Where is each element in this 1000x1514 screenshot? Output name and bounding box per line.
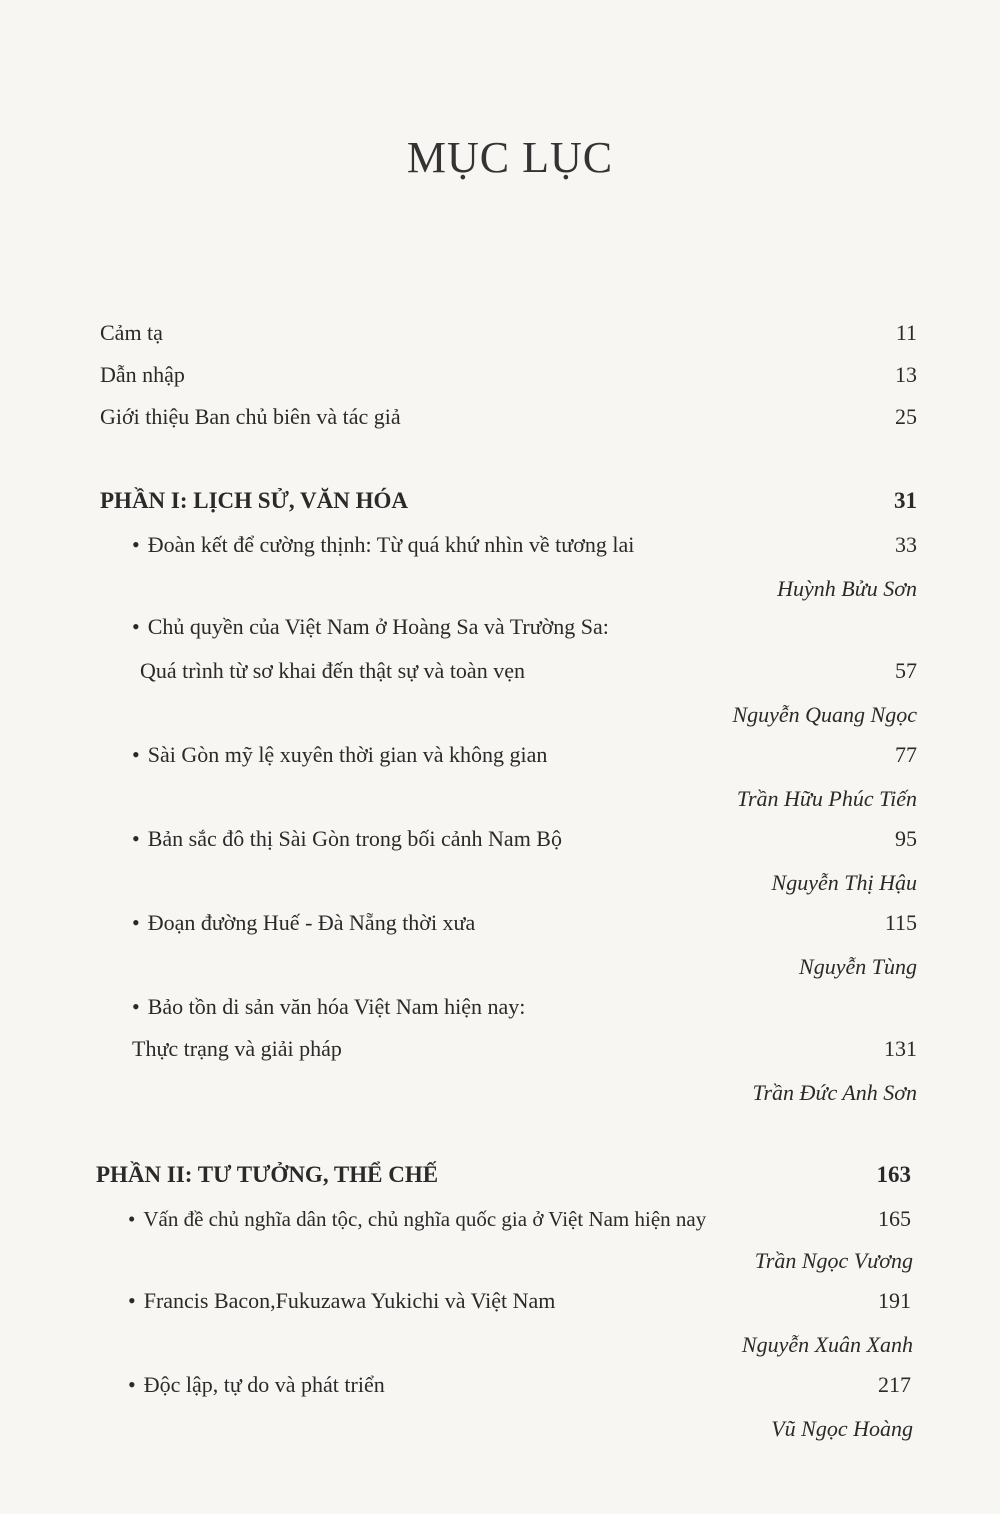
entry-title-line2: Thực trạng và giải pháp (132, 1036, 342, 1061)
part-title: PHẦN I: LỊCH SỬ, VĂN HÓA (100, 488, 408, 513)
author: Vũ Ngọc Hoàng (771, 1416, 913, 1441)
page-number: 25 (895, 404, 917, 429)
page-number: 217 (878, 1372, 911, 1397)
bullet: • (128, 1207, 136, 1231)
bullet: • (132, 826, 140, 851)
author: Nguyễn Quang Ngọc (732, 702, 917, 727)
part-heading (96, 1162, 911, 1196)
page-number: 131 (884, 1036, 917, 1061)
entry-title: • Độc lập, tự do và phát triển (128, 1372, 385, 1397)
entry-title: • Sài Gòn mỹ lệ xuyên thời gian và không gian (132, 742, 548, 767)
author: Nguyễn Xuân Xanh (741, 1332, 913, 1357)
entry-title: Cảm tạ (100, 320, 163, 345)
toc-entry (132, 614, 917, 648)
toc-entry (132, 994, 917, 1028)
page-number: 95 (895, 826, 917, 851)
bullet: • (132, 994, 140, 1019)
page-number: 191 (878, 1288, 911, 1313)
toc-entry (100, 404, 917, 438)
entry-title: • Bản sắc đô thị Sài Gòn trong bối cảnh Nam Bộ (132, 826, 562, 851)
page-number: 165 (878, 1206, 911, 1231)
part-title: PHẦN II: TƯ TƯỞNG, THỂ CHẾ (96, 1162, 439, 1187)
entry-title: • Đoàn kết để cường thịnh: Từ quá khứ nhìn về tương lai (132, 532, 635, 557)
bullet: • (132, 910, 140, 935)
entry-title: • Bảo tồn di sản văn hóa Việt Nam hiện nay: (132, 994, 526, 1019)
toc-entry (100, 362, 917, 396)
page-number: 13 (895, 362, 917, 387)
bullet: • (132, 614, 140, 639)
entry-title: • Chủ quyền của Việt Nam ở Hoàng Sa và Trường Sa: (132, 614, 609, 639)
entry-title: • Đoạn đường Huế - Đà Nẵng thời xưa (132, 910, 476, 935)
toc-entry (128, 1372, 911, 1406)
page-number: 31 (894, 488, 917, 513)
author: Trần Ngọc Vương (754, 1248, 913, 1273)
page-number: 77 (895, 742, 917, 767)
toc-entry-continuation (132, 1036, 917, 1070)
part-heading (100, 488, 917, 522)
entry-title: Giới thiệu Ban chủ biên và tác giả (100, 404, 401, 429)
entry-title: Dẫn nhập (100, 362, 185, 387)
entry-title: • Francis Bacon,Fukuzawa Yukichi và Việt Nam (128, 1288, 556, 1313)
toc-entry (132, 532, 917, 566)
author: Nguyễn Thị Hậu (771, 870, 917, 895)
page-number: 115 (884, 910, 917, 935)
toc-entry-continuation (140, 658, 917, 692)
toc-entry (128, 1288, 911, 1322)
page-number: 163 (876, 1162, 911, 1187)
bullet: • (128, 1372, 136, 1397)
bullet: • (132, 742, 140, 767)
toc-entry (100, 320, 917, 354)
page-title: MỤC LỤC (406, 133, 614, 182)
toc-entry (128, 1206, 911, 1240)
page-number: 33 (895, 532, 917, 557)
page-number: 57 (895, 658, 917, 683)
toc-entry (132, 826, 917, 860)
author: Nguyễn Tùng (799, 954, 917, 979)
entry-title-line2: Quá trình từ sơ khai đến thật sự và toàn vẹn (140, 658, 525, 683)
toc-entry (132, 910, 917, 944)
bullet: • (128, 1288, 136, 1313)
author: Trần Đức Anh Sơn (752, 1080, 917, 1105)
bullet: • (132, 532, 140, 557)
author: Trần Hữu Phúc Tiến (736, 786, 917, 811)
page-number: 11 (895, 320, 917, 345)
toc-entry (132, 742, 917, 776)
author: Huỳnh Bửu Sơn (777, 576, 917, 601)
entry-title: • Vấn đề chủ nghĩa dân tộc, chủ nghĩa quốc gia ở Việt Nam hiện nay (128, 1207, 707, 1231)
